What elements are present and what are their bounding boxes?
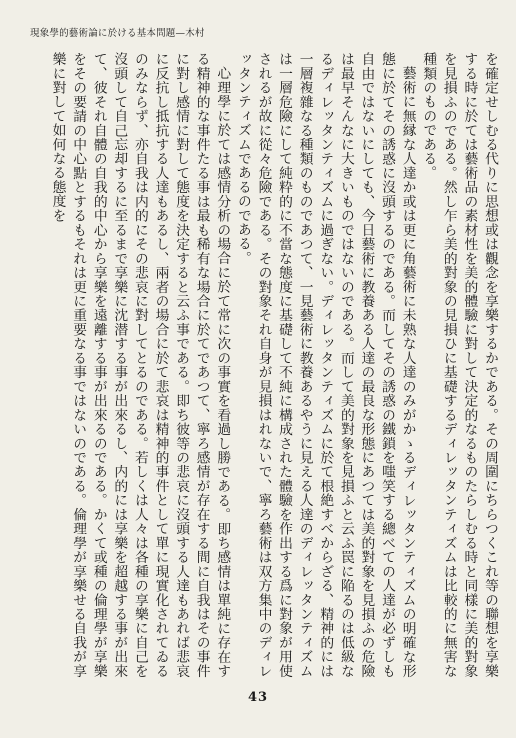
page-number: 43 [247,690,269,705]
paragraph-2: 藝術に無縁な人達か或は更に角藝術に未熟な人達のみがかゝるディレッタンティズムの明確な形態に於てその誘惑に沒頭するのである。而してその誘惑の鐵鎖を嗤笑する總べての人達が必ずしも自由ではないにしても、今日藝術に教養ある人達の最良な形態にあつては美的對象を見損ふの危險は最早そんなに大きいものではないのである。而して美的對象を見損ふと云ふ罠に陥るのは低級なるディレッタンティズムに過ぎない。ディレッタンティズムに於て根絶すべからざる、精神的には一層複雜なる種類のものであつて、一見藝術に教養あるやうに見える人達のディレッタンティズムは一層危險にして純粋的に不當な態度に基礎して不純に構成された體驗を作出する爲に對象が用使されるが故に從々危險である。その對象それ自身が見損はれないで、寧ろ藝術は双方集中のディレッタンティズムであるのである。 [234,52,416,678]
vertical-text-body [20,52,500,678]
paragraph-1: を確定せしむる代りに思想或は觀念を享樂するかである。その周圍にちらつくこれ等の聯想を享樂する時に於ては藝術品の素材性を美的體驗に對して決定的なるものたらしむる時と同樣に美的對象を見損ふのである。然し乍ら美的對象の見損ひに基礎するディレッタンティズムは比較的に無害な種類のものである。 [420,52,498,678]
running-header: 現象學的藝術論に於ける基本問題—木村 [30,28,205,39]
paragraph-3: 心理學に於ては感情分析の場合に於て常に次の事實を看過し勝である。即ち感情は單純に存在する精神的な事件たる事は最も稀有な場合に於てであつて、寧ろ感情が存在する間に自我はその事件に對し感情に對して態度を決定すると云ふ事である。即ち彼等の悲哀に沒頭する人達もあれば悲哀に反抗し抵抗する人達もあるし、兩者の場合に於て悲哀は精神的事件として單に現實化されてゐるのみならず、亦自我は内的にその悲哀に對してとるのである。若しくは人々は各種の享樂に自己を沒頭して自己忘却するに至るまで享樂に沈潜する事が出來るし、内的には享樂を超越する事が出來て、彼それ自體の自我的中心から享樂を遠離する事が出來るのである。かくて或種の倫理學が享樂をその要請の中心點とするもそれは更に重要なる事ではないのである。倫理學が享樂せる自我が享樂に對して如何なる態度を [49,52,231,678]
